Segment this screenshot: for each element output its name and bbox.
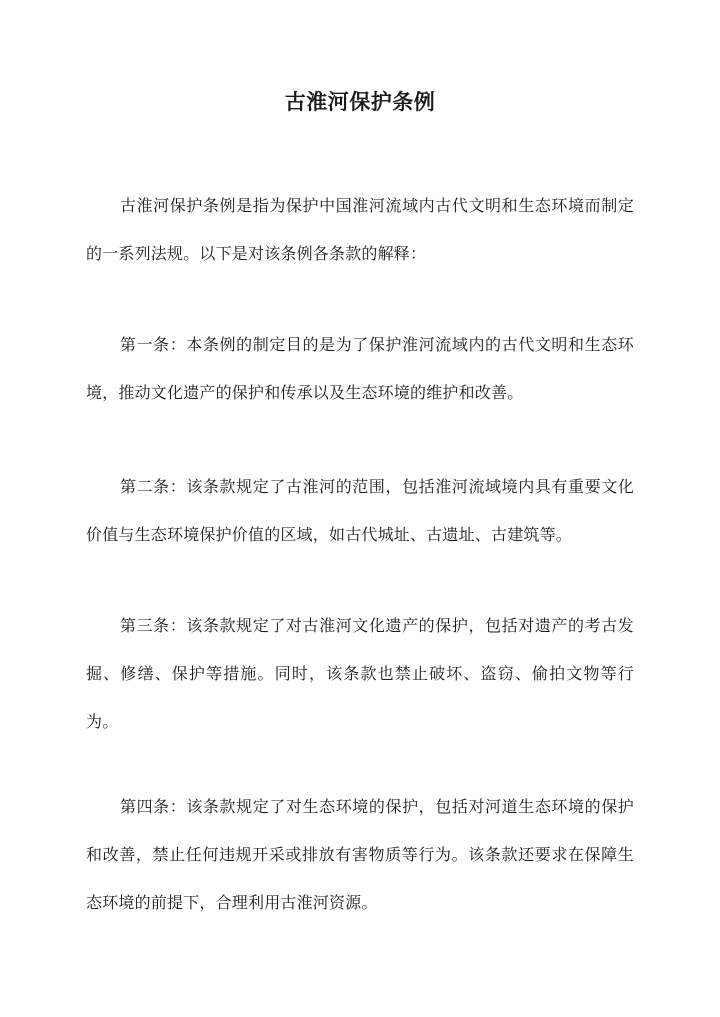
intro-paragraph: 古淮河保护条例是指为保护中国淮河流域内古代文明和生态环境而制定的一系列法规。以下是对该条例各条款的解释： xyxy=(86,196,634,263)
article-3-paragraph: 第三条：该条款规定了对古淮河文化遗产的保护，包括对遗产的考古发掘、修缮、保护等措施。同时，该条款也禁止破坏、盗窃、偷拍文物等行为。 xyxy=(86,616,634,731)
document-title: 古淮河保护条例 xyxy=(284,89,436,114)
article-4-paragraph: 第四条：该条款规定了对生态环境的保护，包括对河道生态环境的保护和改善，禁止任何违规开采或排放有害物质等行为。该条款还要求在保障生态环境的前提下，合理利用古淮河资源。 xyxy=(86,797,634,912)
article-2-paragraph: 第二条：该条款规定了古淮河的范围，包括淮河流域境内具有重要文化价值与生态环境保护价值的区域，如古代城址、古遗址、古建筑等。 xyxy=(86,477,634,544)
article-1-paragraph: 第一条：本条例的制定目的是为了保护淮河流域内的古代文明和生态环境，推动文化遗产的保护和传承以及生态环境的维护和改善。 xyxy=(86,335,634,402)
